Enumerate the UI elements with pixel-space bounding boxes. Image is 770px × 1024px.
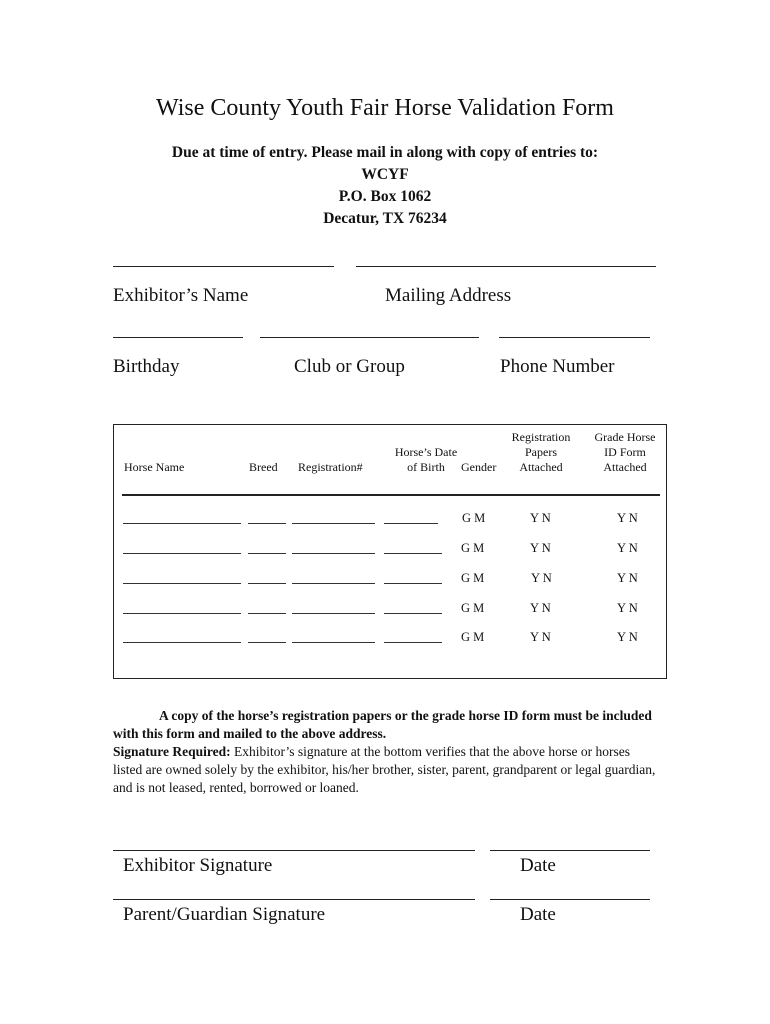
- gender-options[interactable]: G M: [461, 630, 485, 644]
- requirement-statement: A copy of the horse’s registration papers or the grade horse ID form must be included with this form and mailed to the above address.: [113, 708, 652, 741]
- mailing-address-label: Mailing Address: [385, 285, 512, 306]
- breed-blank[interactable]: [248, 613, 286, 614]
- organization-name: WCYF: [361, 166, 409, 183]
- mailing-address-field[interactable]: [356, 266, 656, 267]
- header-grade-horse: [589, 430, 661, 475]
- exhibitor-signature-field[interactable]: [113, 850, 475, 851]
- mailing-instructions: [0, 142, 770, 230]
- registration-blank[interactable]: [292, 583, 375, 584]
- horse-name-blank[interactable]: [123, 553, 241, 554]
- parent-date-field[interactable]: [490, 899, 650, 900]
- breed-blank[interactable]: [248, 523, 286, 524]
- club-group-label: Club or Group: [294, 356, 405, 377]
- registration-blank[interactable]: [292, 613, 375, 614]
- exhibitor-date-label: Date: [520, 855, 556, 876]
- birthday-field[interactable]: [113, 337, 243, 338]
- header-papers-line: Papers: [525, 445, 557, 459]
- po-box: P.O. Box 1062: [338, 188, 432, 205]
- club-group-field[interactable]: [260, 337, 479, 338]
- header-horse-name: Horse Name: [124, 460, 185, 474]
- grade-options[interactable]: Y N: [617, 571, 638, 585]
- phone-field[interactable]: [499, 337, 650, 338]
- header-papers-line: Attached: [519, 460, 563, 474]
- city-state-zip: Decatur, TX 76234: [323, 210, 447, 227]
- header-gender: Gender: [461, 460, 497, 474]
- dob-blank[interactable]: [384, 523, 438, 524]
- grade-options[interactable]: Y N: [617, 541, 638, 555]
- breed-blank[interactable]: [248, 583, 286, 584]
- header-registration-papers: [506, 430, 576, 475]
- horse-name-blank[interactable]: [123, 613, 241, 614]
- papers-options[interactable]: Y N: [530, 511, 551, 525]
- header-date-of-birth: [391, 445, 461, 475]
- gender-options[interactable]: G M: [462, 511, 486, 525]
- dob-blank[interactable]: [384, 583, 442, 584]
- registration-blank[interactable]: [292, 642, 375, 643]
- signature-required-label: Signature Required:: [113, 744, 231, 759]
- dob-blank[interactable]: [384, 553, 442, 554]
- horse-name-blank[interactable]: [123, 583, 241, 584]
- requirements-note: [113, 707, 657, 797]
- breed-blank[interactable]: [248, 642, 286, 643]
- instructions-line: Due at time of entry. Please mail in along with copy of entries to:: [171, 144, 599, 161]
- header-registration: Registration#: [298, 460, 363, 474]
- parent-signature-field[interactable]: [113, 899, 475, 900]
- header-grade-line: ID Form: [604, 445, 646, 459]
- horse-name-blank[interactable]: [123, 523, 241, 524]
- papers-options[interactable]: Y N: [530, 601, 551, 615]
- birthday-label: Birthday: [113, 356, 180, 377]
- papers-options[interactable]: Y N: [531, 571, 552, 585]
- header-dob-line: Horse’s Date: [394, 445, 458, 459]
- horse-table: [113, 424, 667, 679]
- parent-signature-label: Parent/Guardian Signature: [123, 904, 326, 925]
- papers-options[interactable]: Y N: [530, 541, 551, 555]
- dob-blank[interactable]: [384, 613, 442, 614]
- header-papers-line: Registration: [511, 430, 571, 444]
- exhibitor-date-field[interactable]: [490, 850, 650, 851]
- registration-blank[interactable]: [292, 523, 375, 524]
- parent-date-label: Date: [520, 904, 556, 925]
- exhibitor-name-label: Exhibitor’s Name: [113, 285, 249, 306]
- header-grade-line: Attached: [603, 460, 647, 474]
- form-title: Wise County Youth Fair Horse Validation Form: [156, 95, 614, 121]
- registration-blank[interactable]: [292, 553, 375, 554]
- signature-requirement-text: Exhibitor’s signature at the bottom verifies that the above horse or horses listed are owned solely by the exhibitor, his/her brother, sister, parent, grandparent or legal guardian, and is not leased, rented, borrowed or loaned.: [113, 744, 656, 795]
- exhibitor-signature-label: Exhibitor Signature: [123, 855, 273, 876]
- signature-requirement: [113, 743, 657, 797]
- gender-options[interactable]: G M: [461, 541, 485, 555]
- phone-label: Phone Number: [500, 356, 615, 377]
- header-breed: Breed: [249, 460, 278, 474]
- gender-options[interactable]: G M: [461, 601, 485, 615]
- header-divider: [122, 494, 660, 496]
- breed-blank[interactable]: [248, 553, 286, 554]
- grade-options[interactable]: Y N: [617, 511, 638, 525]
- gender-options[interactable]: G M: [461, 571, 485, 585]
- dob-blank[interactable]: [384, 642, 442, 643]
- papers-options[interactable]: Y N: [530, 630, 551, 644]
- header-dob-line: of Birth: [407, 460, 445, 474]
- grade-options[interactable]: Y N: [617, 630, 638, 644]
- horse-name-blank[interactable]: [123, 642, 241, 643]
- exhibitor-name-field[interactable]: [113, 266, 334, 267]
- grade-options[interactable]: Y N: [617, 601, 638, 615]
- header-grade-line: Grade Horse: [594, 430, 656, 444]
